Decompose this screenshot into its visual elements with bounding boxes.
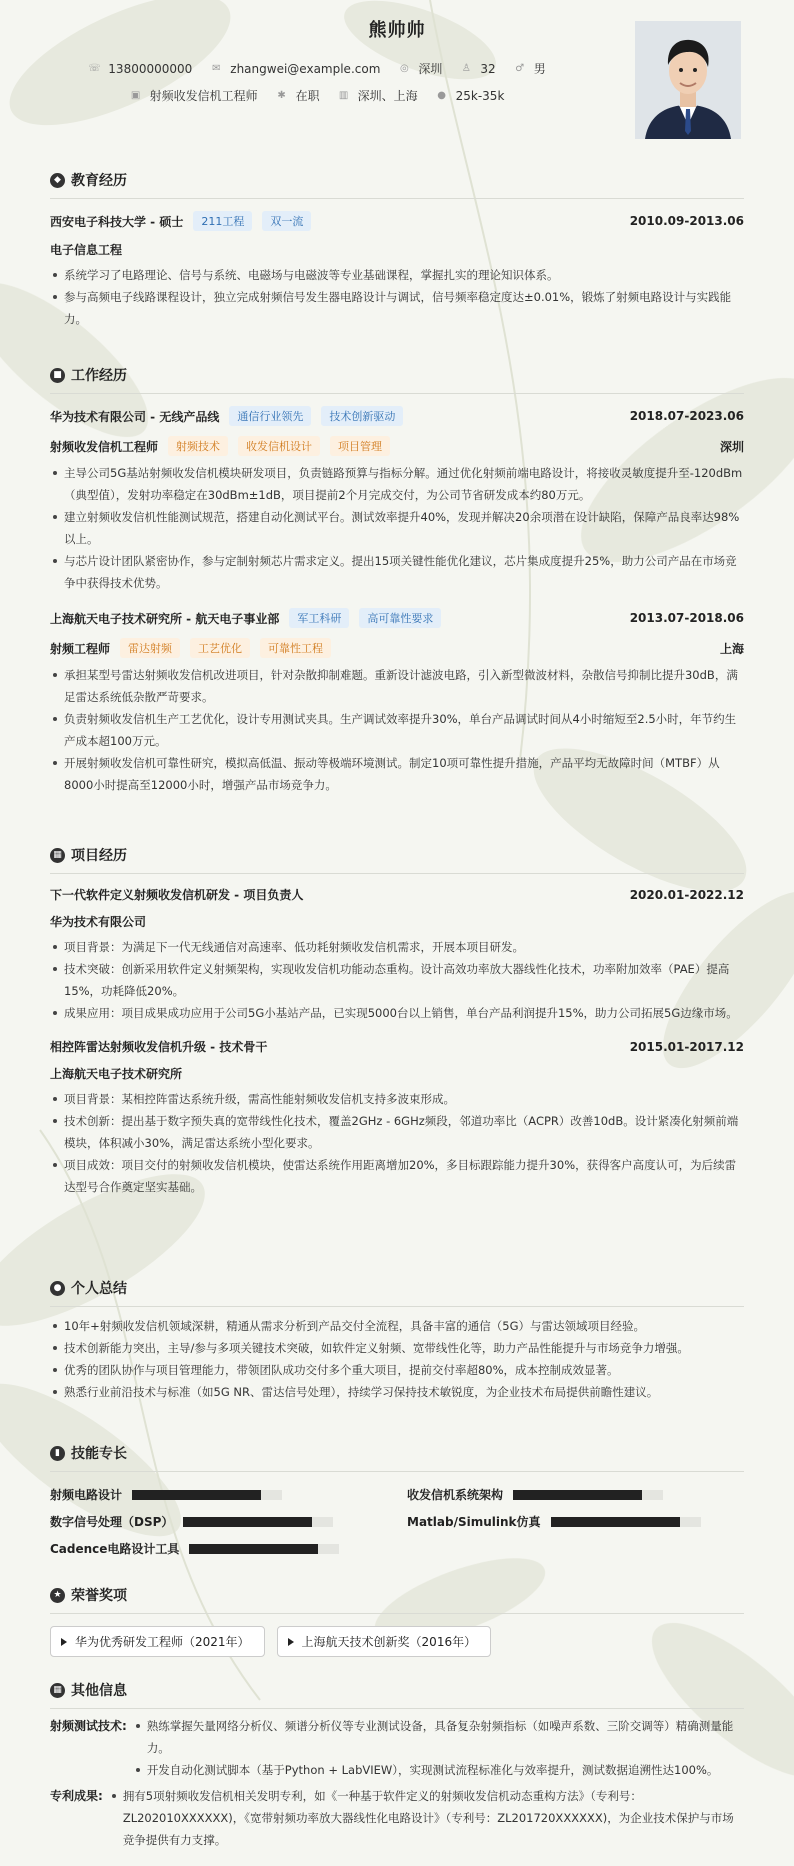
money-icon: ● <box>437 89 446 101</box>
job-period: 2013.07-2018.06 <box>629 611 744 625</box>
city: ◎ 深圳 <box>400 62 443 76</box>
skill-item: 收发信机系统架构 <box>407 1486 744 1503</box>
project-org: 上海航天电子技术研究所 <box>50 1067 183 1081</box>
job-role: 射频收发信机工程师 <box>50 439 159 454</box>
list-item: 与芯片设计团队紧密协作，参与定制射频芯片需求定义。提出15项关键性能优化建议，芯片集成度提升25%，助力公司产品在市场竞争中获得技术优势。 <box>50 550 744 594</box>
project-period: 2015.01-2017.12 <box>629 1039 744 1054</box>
resume-header <box>50 0 744 175</box>
list-item: 优秀的团队协作与项目管理能力，带领团队成功交付多个重大项目，提前交付率超80%，成本控制成效显著。 <box>50 1359 744 1381</box>
company-tag: 军工科研 <box>289 608 349 628</box>
job-city: 深圳 <box>719 439 744 454</box>
gender: ♂ 男 <box>515 62 546 76</box>
other-label: 射频测试技术: <box>50 1719 127 1733</box>
skill-item: Matlab/Simulink仿真 <box>407 1513 744 1530</box>
job-role: 射频工程师 <box>50 641 111 656</box>
role-tag: 雷达射频 <box>120 638 180 658</box>
major: 电子信息工程 <box>50 243 123 257</box>
school-name: 西安电子科技大学 - 硕士 <box>50 214 184 229</box>
cake-icon: ♙ <box>461 62 471 74</box>
role-tag: 工艺优化 <box>190 638 250 658</box>
list-item: 项目背景：为满足下一代无线通信对高速率、低功耗射频收发信机需求，开展本项目研发。 <box>50 936 744 958</box>
school-tag: 211工程 <box>193 211 252 231</box>
list-item: 熟悉行业前沿技术与标准（如5G NR、雷达信号处理），持续学习保持技术敏锐度，为企业技术布局提供前瞻性建议。 <box>50 1381 744 1403</box>
project-name: 相控阵雷达射频收发信机升级 - 技术骨干 <box>50 1040 268 1054</box>
skills-title: 技能专长 <box>71 1446 127 1462</box>
phone: ☏ 13800000000 <box>88 61 193 76</box>
list-item: 项目背景：某相控阵雷达系统升级，需高性能射频收发信机支持多波束形成。 <box>50 1088 744 1110</box>
list-item: 项目成效：项目交付的射频收发信机模块，使雷达系统作用距离增加20%，多目标跟踪能力提升30%，获得客户高度认可，为后续雷达型号合作奠定坚实基础。 <box>50 1154 744 1198</box>
skill-item: 射频电路设计 <box>50 1486 387 1503</box>
company-tag: 通信行业领先 <box>229 406 311 426</box>
work-locations: ▥ 深圳、上海 <box>338 89 418 103</box>
role-tag: 射频技术 <box>168 436 228 456</box>
company-tag: 高可靠性要求 <box>359 608 441 628</box>
job-intent-row <box>50 87 584 104</box>
list-item: 开展射频收发信机可靠性研究，模拟高低温、振动等极端环境测试。制定10项可靠性提升措施，产品平均无故障时间（MTBF）从8000小时提高至12000小时，增强产品市场竞争力。 <box>50 752 744 796</box>
list-item: 负责射频收发信机生产工艺优化，设计专用测试夹具。生产调试效率提升30%，单台产品调试时间从4小时缩短至2.5小时，年节约生产成本超100万元。 <box>50 708 744 752</box>
list-item: 承担某型号雷达射频收发信机改进项目，针对杂散抑制难题。重新设计滤波电路，引入新型微波材料，杂散信号抑制比提升30dB，满足雷达系统低杂散严苛要求。 <box>50 664 744 708</box>
project-period: 2020.01-2022.12 <box>629 887 744 902</box>
skill-item: Cadence电路设计工具 <box>50 1540 387 1557</box>
list-item: 技术突破：创新采用软件定义射频架构，实现收发信机功能动态重构。设计高效功率放大器线性化技术，功率附加效率（PAE）提高15%，功耗降低20%。 <box>50 958 744 1002</box>
grid-icon: ▦ <box>50 848 65 863</box>
award-item: 华为优秀研发工程师（2021年） <box>50 1626 265 1657</box>
grid-icon: ▦ <box>50 1683 65 1698</box>
project-name: 下一代软件定义射频收发信机研发 - 项目负责人 <box>50 888 304 902</box>
contact-row <box>50 60 584 77</box>
briefcase-icon: ▣ <box>130 89 141 101</box>
list-item: 主导公司5G基站射频收发信机模块研发项目，负责链路预算与指标分解。通过优化射频前端电路设计，将接收灵敏度提升至-120dBm（典型值），发射功率稳定在30dBm±1dB，项目提前2个月完成交付，为公司节省研发成本约80万元。 <box>50 462 744 506</box>
list-item: 拥有5项射频收发信机相关发明专利，如《一种基于软件定义的射频收发信机动态重构方法》（专利号：ZL202010XXXXXX)，《宽带射频功率放大器线性化电路设计》（专利号：ZL201720XXXXXX)，为企业技术保护与市场竞争提供有力支撑。 <box>109 1785 744 1851</box>
project-org: 华为技术有限公司 <box>50 915 147 929</box>
chart-icon: ▮ <box>50 1446 65 1461</box>
education-period: 2010.09-2013.06 <box>629 214 744 228</box>
award-item: 上海航天技术创新奖（2016年） <box>277 1626 492 1657</box>
other-title: 其他信息 <box>71 1683 127 1699</box>
school-tag: 双一流 <box>262 211 311 231</box>
skill-item: 数字信号处理（DSP） <box>50 1513 387 1530</box>
summary-title: 个人总结 <box>71 1281 127 1297</box>
email: ✉ zhangwei@example.com <box>212 61 381 76</box>
project-title: 项目经历 <box>71 848 127 864</box>
job-period: 2018.07-2023.06 <box>629 409 744 423</box>
mail-icon: ✉ <box>212 62 221 74</box>
building-icon: ▥ <box>338 89 349 101</box>
company-name: 上海航天电子技术研究所 - 航天电子事业部 <box>50 611 280 626</box>
role-tag: 项目管理 <box>330 436 390 456</box>
awards-title: 荣誉奖项 <box>71 1588 127 1604</box>
person-icon: ♂ <box>515 62 525 74</box>
briefcase-icon: ■ <box>50 368 65 383</box>
list-item: 参与高频电子线路课程设计，独立完成射频信号发生器电路设计与调试，信号频率稳定度达±0.01%，锻炼了射频电路设计与实践能力。 <box>50 286 744 330</box>
medal-icon: ★ <box>50 1588 65 1603</box>
company-name: 华为技术有限公司 - 无线产品线 <box>50 409 220 424</box>
list-item: 熟练掌握矢量网络分析仪、频谱分析仪等专业测试设备，具备复杂射频指标（如噪声系数、三阶交调等）精确测量能力。 <box>133 1715 744 1759</box>
user-icon: ● <box>50 1281 65 1296</box>
list-item: 建立射频收发信机性能测试规范，搭建自动化测试平台。测试效率提升40%，发现并解决20余项潜在设计缺陷，保障产品良率达98%以上。 <box>50 506 744 550</box>
list-item: 开发自动化测试脚本（基于Python + LabVIEW），实现测试流程标准化与效率提升，测试数据追溯性达100%。 <box>133 1759 744 1781</box>
status-icon: ✱ <box>277 89 286 101</box>
candidate-name: 熊帅帅 <box>368 20 426 41</box>
list-item: 10年+射频收发信机领域深耕，精通从需求分析到产品交付全流程，具备丰富的通信（5G）与雷达领域项目经验。 <box>50 1315 744 1337</box>
job-city: 上海 <box>719 641 744 656</box>
company-tag: 技术创新驱动 <box>321 406 403 426</box>
avatar <box>635 21 741 139</box>
role-tag: 可靠性工程 <box>260 638 331 658</box>
list-item: 技术创新能力突出，主导/参与多项关键技术突破，如软件定义射频、宽带线性化等，助力产品性能提升与市场竞争力增强。 <box>50 1337 744 1359</box>
salary: ● 25k-35k <box>437 88 505 103</box>
education-title: 教育经历 <box>71 173 127 189</box>
list-item: 技术创新：提出基于数字预失真的宽带线性化技术，覆盖2GHz - 6GHz频段，邻道功率比（ACPR）改善10dB。设计紧凑化射频前端模块，体积减小30%，满足雷达系统小型化要求。 <box>50 1110 744 1154</box>
job-status: ✱ 在职 <box>277 89 320 103</box>
list-item: 系统学习了电路理论、信号与系统、电磁场与电磁波等专业基础课程，掌握扎实的理论知识体系。 <box>50 264 744 286</box>
list-item: 成果应用：项目成果成功应用于公司5G小基站产品，已实现5000台以上销售，单台产品利润提升15%，助力公司拓展5G边缘市场。 <box>50 1002 744 1024</box>
role-tag: 收发信机设计 <box>238 436 320 456</box>
phone-icon: ☏ <box>88 62 101 74</box>
other-label: 专利成果: <box>50 1789 103 1803</box>
work-title: 工作经历 <box>71 368 127 384</box>
location-icon: ◎ <box>400 62 409 74</box>
graduation-cap-icon: ◆ <box>50 173 65 188</box>
age: ♙ 32 <box>461 61 496 76</box>
job-title: ▣ 射频收发信机工程师 <box>130 89 258 103</box>
